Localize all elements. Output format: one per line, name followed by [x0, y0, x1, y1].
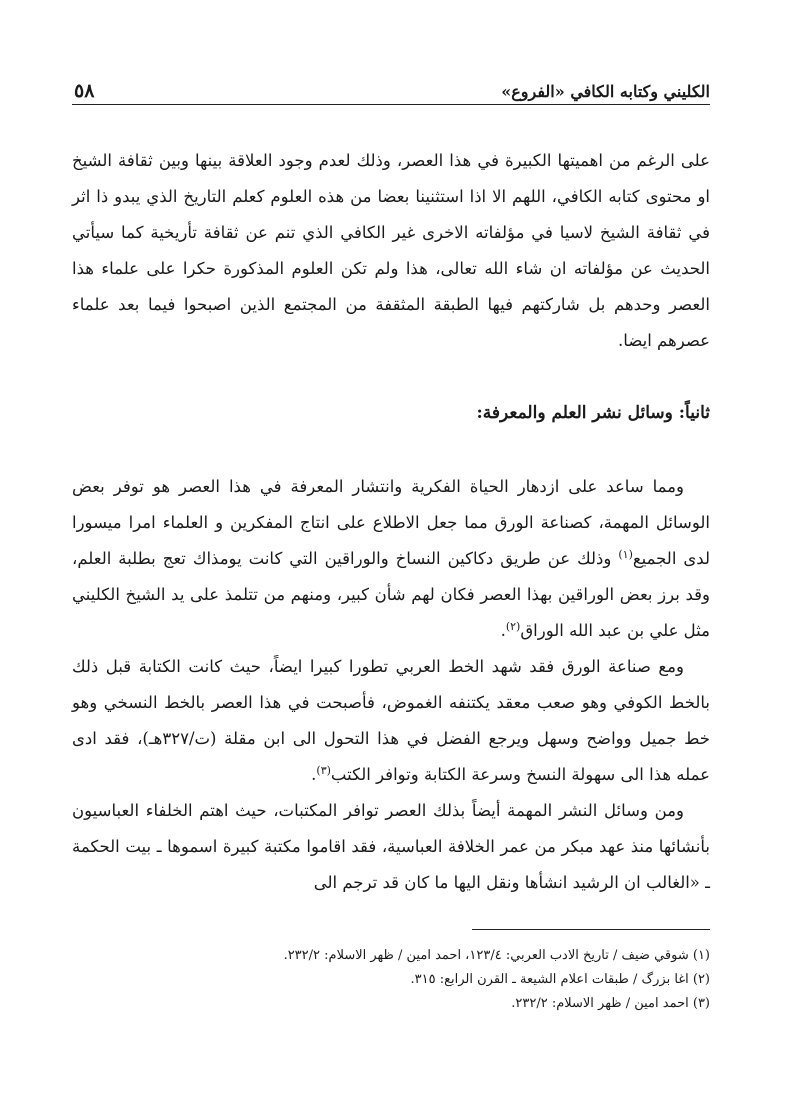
footnote-3: (٣) احمد امين / ظهر الاسلام: ٢٣٢/٢.: [511, 996, 710, 1011]
footnote-1: (١) شوقي ضيف / تاريخ الادب العربي: ١٢٣/٤، احمد امين / ظهر الاسلام: ٢٣٢/٢.: [283, 948, 710, 963]
footnote-ref-3: (٣): [316, 764, 331, 777]
page-header: [72, 76, 710, 105]
body-paragraph-4: ومن وسائل النشر المهمة أيضاً بذلك العصر توافر المكتبات، حيث اهتم الخلفاء العباسيون بأنشائها منذ عهد مبكر من عمر الخلافة العباسية، فقد اقاموا مكتبة كبيرة اسموها ـ بيت الحكمة ـ «الغالب ان الرشيد انشأها ونقل اليها ما كان قد ترجم الى: [72, 801, 710, 892]
paragraph-2-end: .: [500, 621, 506, 640]
paragraph-2-text-b: وذلك عن طريق دكاكين النساخ والوراقين التي كانت يومذاك تعج بطلبة العلم، وقد برز بعض الوراقين بهذا العصر فكان لهم شأن كبير، ومنهم من تتلمذ على يد الشيخ الكليني مثل علي بن عبد الله الوراق: [72, 549, 710, 640]
running-title: الكليني وكتابه الكافي «الفروع»: [501, 82, 710, 101]
paragraph-2-text-a: ومما ساعد على ازدهار الحياة الفكرية وانتشار المعرفة في هذا العصر هو توفر بعض الوسائل المهمة، كصناعة الورق مما جعل الاطلاع على انتاج المفكرين و العلماء امرا ميسورا لدى الجميع: [72, 477, 710, 568]
page-number: ٥٨: [74, 80, 95, 102]
body-paragraph-3: [72, 649, 710, 793]
footnote-ref-1: (١): [618, 548, 633, 561]
body-paragraph-2: [72, 469, 710, 649]
footnote-ref-2: (٢): [505, 620, 521, 633]
footnote-divider: [472, 929, 710, 930]
book-page: [72, 76, 710, 1056]
paragraph-3-end: .: [311, 765, 317, 784]
footnote-2: (٢) اغا بزرگ / طبقات اعلام الشيعة ـ القرن الرابع: ٣١٥.: [410, 972, 710, 987]
paragraph-3-text: ومع صناعة الورق فقد شهد الخط العربي تطورا كبيرا ايضاً، حيث كانت الكتابة قبل ذلك بالخط الكوفي وهو صعب معقد يكتنفه الغموض، فأصبحت في هذا العصر بالخط النسخي وهو خط جميل وواضح وسهل ويرجع الفضل في هذا التحول الى ابن مقلة (ت/٣٢٧هـ)، فقد ادى عمله هذا الى سهولة النسخ وسرعة الكتابة وتوافر الكتب: [72, 657, 710, 784]
body-paragraph-1: على الرغم من اهميتها الكبيرة في هذا العصر، وذلك لعدم وجود العلاقة بينها وبين ثقافة الشيخ او محتوى كتابه الكافي، اللهم الا اذا استثنينا بعضا من هذه العلوم كعلم التاريخ الذي يبدو ذا اثر في ثقافة الشيخ لاسيا في مؤلفاته الاخرى غير الكافي الذي تنم عن ثقافة تأريخية كما سيأتي الحديث عن مؤلفاته ان شاء الله تعالى، هذا ولم تكن العلوم المذكورة حكرا على علماء هذا العصر وحدهم بل شاركتهم فيها الطبقة المثقفة من المجتمع الذين اصبحوا فيما بعد علماء عصرهم ايضا.: [72, 151, 711, 350]
section-heading: ثانياً: وسائل نشر العلم والمعرفة:: [476, 403, 710, 423]
